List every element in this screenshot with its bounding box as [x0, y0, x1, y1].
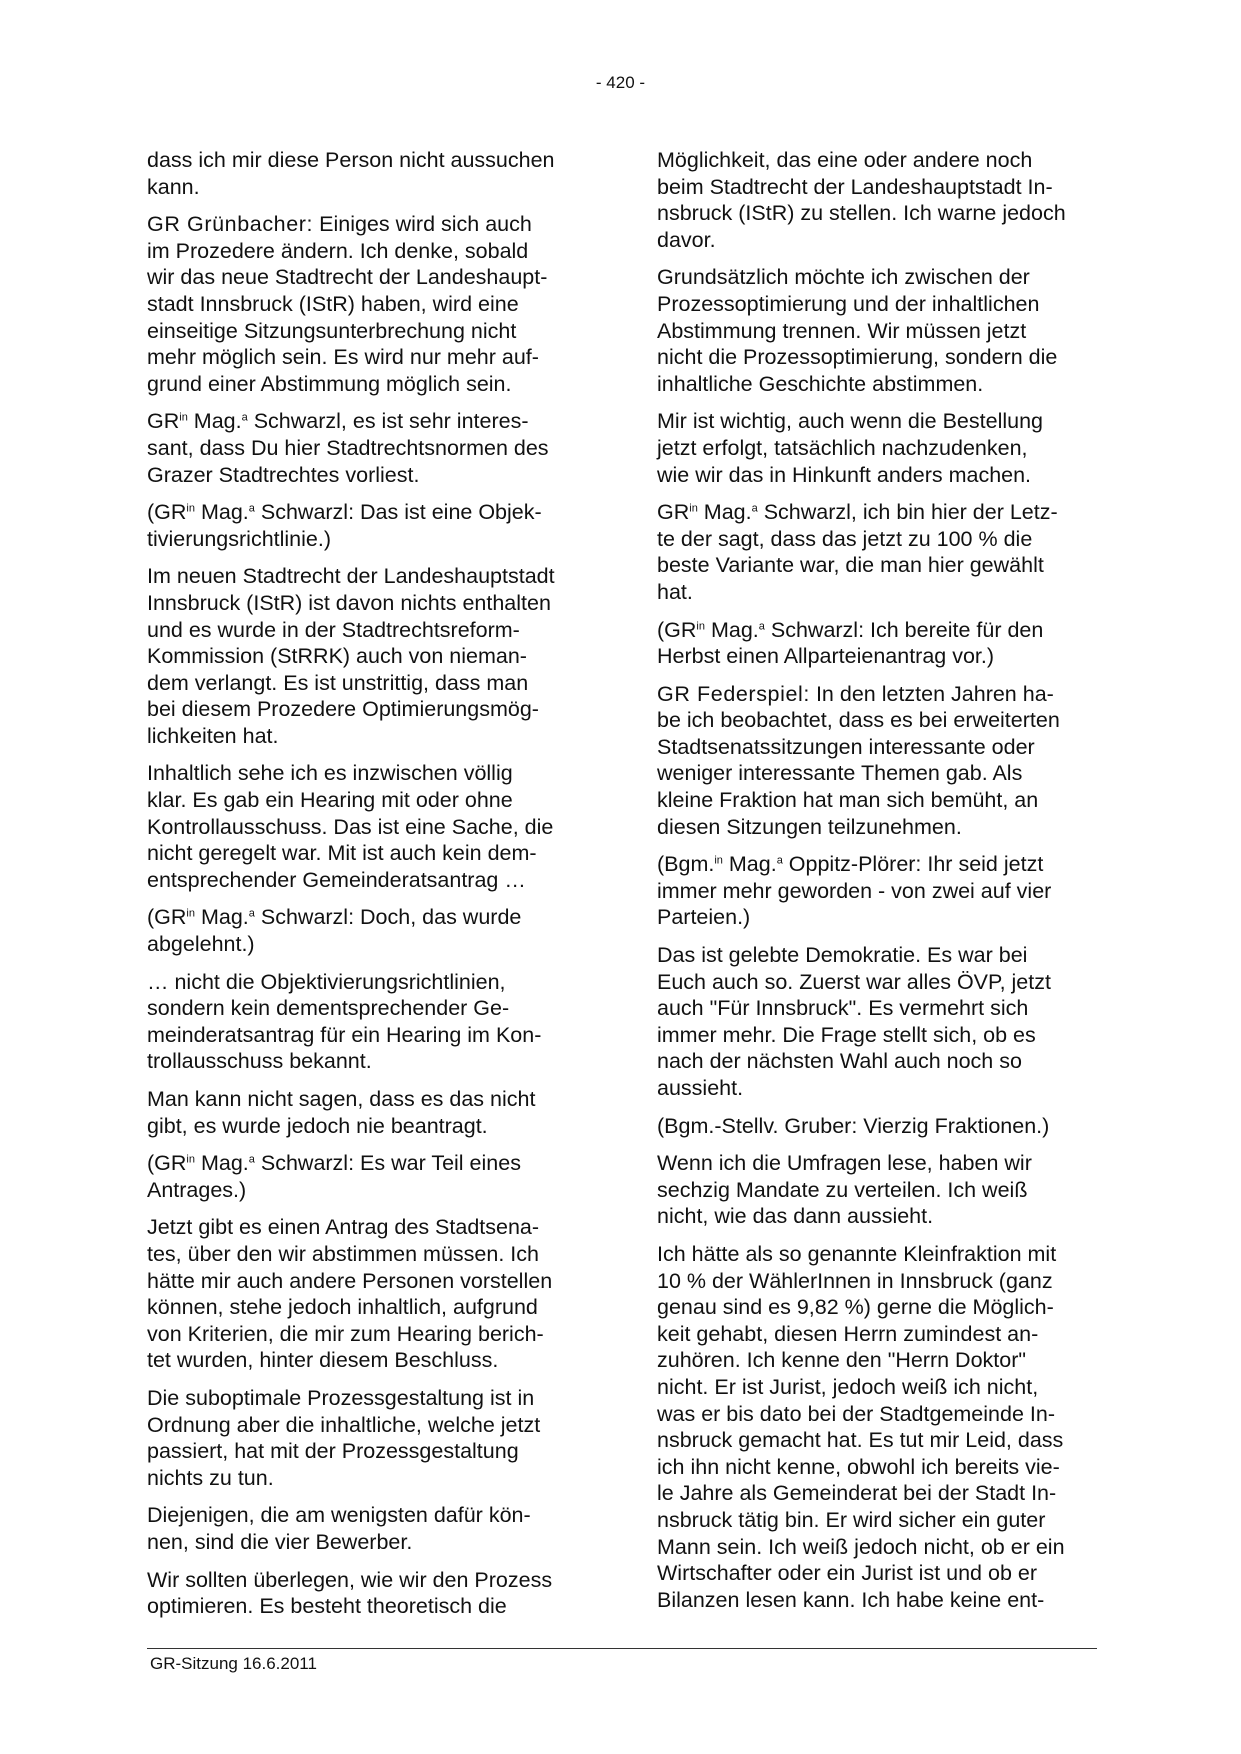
- text-line: Ich hätte als so genannte Kleinfraktion mit: [657, 1241, 1057, 1266]
- text-line: Prozessoptimierung und der inhaltlichen: [657, 291, 1040, 316]
- text-fragment: Schwarzl, es ist sehr interes-: [247, 409, 529, 434]
- text-fragment: Schwarzl: Doch, das wurde: [254, 905, 522, 930]
- text-line: [657, 617, 1097, 644]
- text-fragment: Schwarzl: Ich bereite für den: [764, 617, 1044, 642]
- text-line: nen, sind die vier Bewerber.: [147, 1529, 413, 1554]
- interjection: [657, 617, 1097, 670]
- text-line: le Jahre als Gemeinderat bei der Stadt In-: [657, 1481, 1057, 1506]
- text-line: bei diesem Prozedere Optimierungsmög-: [147, 697, 539, 722]
- text-line: beste Variante war, die man hier gewählt: [657, 553, 1044, 578]
- text-line: dem verlangt. Es ist unstrittig, dass man: [147, 670, 529, 695]
- text-line: grund einer Abstimmung möglich sein.: [147, 371, 512, 396]
- right-column: [657, 147, 1097, 1624]
- text-line: Abstimmung trennen. Wir müssen jetzt: [657, 318, 1027, 343]
- text-line: be ich beobachtet, dass es bei erweiterten: [657, 708, 1060, 733]
- text-line: tivierungsrichtlinie.): [147, 526, 332, 551]
- interjection: [147, 904, 587, 957]
- title-mag: Mag.: [194, 500, 249, 525]
- title-mag: Mag.: [187, 409, 242, 434]
- text-line: Innsbruck (IStR) ist davon nichts enthalten: [147, 590, 551, 615]
- text-line: davor.: [657, 227, 716, 252]
- speaker-name: GR Federspiel:: [657, 681, 810, 706]
- text-line: Stadtsenatssitzungen interessante oder: [657, 734, 1035, 759]
- text-fragment: Schwarzl, ich bin hier der Letz-: [757, 500, 1058, 525]
- text-line: Grundsätzlich möchte ich zwischen der: [657, 265, 1030, 290]
- text-line: (Bgm.-Stellv. Gruber: Vierzig Fraktionen.): [657, 1113, 1050, 1138]
- text-line: [147, 408, 587, 435]
- text-line: nicht. Er ist Jurist, jedoch weiß ich nicht,: [657, 1374, 1039, 1399]
- superscript: a: [776, 854, 783, 867]
- superscript: in: [714, 854, 723, 867]
- superscript: a: [248, 1153, 255, 1166]
- superscript: in: [696, 619, 705, 632]
- text-line: ich ihn nicht kenne, obwohl ich bereits vie-: [657, 1454, 1060, 1479]
- text-line: stadt Innsbruck (IStR) haben, wird eine: [147, 291, 519, 316]
- text-line: Im neuen Stadtrecht der Landeshauptstadt: [147, 564, 555, 589]
- text-line: Das ist gelebte Demokratie. Es war bei: [657, 943, 1028, 968]
- text-line: Möglichkeit, das eine oder andere noch: [657, 148, 1033, 172]
- text-line: gibt, es wurde jedoch nie beantragt.: [147, 1113, 488, 1138]
- text-line: Wenn ich die Umfragen lese, haben wir: [657, 1151, 1032, 1176]
- left-column: [147, 147, 587, 1631]
- text-line: diesen Sitzungen teilzunehmen.: [657, 814, 962, 839]
- text-line: nach der nächsten Wahl auch noch so: [657, 1049, 1022, 1074]
- text-line: beim Stadtrecht der Landeshauptstadt In-: [657, 174, 1053, 199]
- text-fragment: Schwarzl: Das ist eine Objek-: [254, 500, 542, 525]
- text-line: einseitige Sitzungsunterbrechung nicht: [147, 318, 517, 343]
- text-line: von Kriterien, die mir zum Hearing berich-: [147, 1321, 544, 1346]
- text-line: Jetzt gibt es einen Antrag des Stadtsena-: [147, 1215, 540, 1240]
- text-line: nsbruck (IStR) zu stellen. Ich warne jedoch: [657, 201, 1066, 226]
- title-prefix: (GR: [147, 500, 187, 525]
- text-line: Herbst einen Allparteienantrag vor.): [657, 644, 995, 669]
- paragraph: [147, 1385, 587, 1491]
- text-line: nicht, wie das dann aussieht.: [657, 1204, 934, 1229]
- paragraph: [657, 942, 1097, 1102]
- text-line: mehr möglich sein. Es wird nur mehr auf-: [147, 345, 539, 370]
- text-line: hätte mir auch andere Personen vorstellen: [147, 1268, 553, 1293]
- title-mag: Mag.: [704, 617, 759, 642]
- footer-text: GR-Sitzung 16.6.2011: [150, 1654, 317, 1673]
- text-line: abgelehnt.): [147, 932, 255, 957]
- speech-paragraph: [657, 681, 1097, 841]
- title-prefix: GR: [657, 500, 690, 525]
- paragraph: [147, 1567, 587, 1620]
- text-line: [147, 904, 587, 931]
- text-line: und es wurde in der Stadtrechtsreform-: [147, 617, 520, 642]
- text-line: was er bis dato bei der Stadtgemeinde In-: [657, 1401, 1055, 1426]
- text-line: [147, 1150, 587, 1177]
- text-line: zuhören. Ich kenne den "Herrn Doktor": [657, 1348, 1027, 1373]
- text-line: klar. Es gab ein Hearing mit oder ohne: [147, 788, 513, 813]
- text-line: nicht geregelt war. Mit ist auch kein dem-: [147, 841, 537, 866]
- speaker-name: GR Grünbacher:: [147, 212, 314, 237]
- text-line: wie wir das in Hinkunft anders machen.: [657, 462, 1032, 487]
- text-line: nicht die Prozessoptimierung, sondern die: [657, 345, 1058, 370]
- text-line: Man kann nicht sagen, dass es das nicht: [147, 1087, 536, 1111]
- text-line: im Prozedere ändern. Ich denke, sobald: [147, 238, 529, 263]
- text-line: können, stehe jedoch inhaltlich, aufgrund: [147, 1295, 538, 1320]
- title-mag: Mag.: [194, 1151, 249, 1176]
- title-mag: Mag.: [697, 500, 752, 525]
- text-line: weniger interessante Themen gab. Als: [657, 761, 1023, 786]
- text-line: hat.: [657, 579, 693, 604]
- superscript: in: [186, 907, 195, 920]
- text-line: immer mehr geworden - von zwei auf vier: [657, 878, 1052, 903]
- text-fragment: Oppitz-Plörer: Ihr seid jetzt: [782, 852, 1044, 877]
- paragraph: [147, 1502, 587, 1555]
- text-line: Kontrollausschuss. Das ist eine Sache, die: [147, 814, 554, 839]
- text-line: [147, 211, 587, 238]
- text-line: Mann sein. Ich weiß jedoch nicht, ob er ein: [657, 1534, 1065, 1559]
- text-fragment: In den letzten Jahren ha-: [809, 681, 1054, 706]
- text-line: Die suboptimale Prozessgestaltung ist in: [147, 1385, 535, 1410]
- text-line: … nicht die Objektivierungsrichtlinien,: [147, 969, 506, 994]
- text-line: trollausschuss bekannt.: [147, 1049, 372, 1074]
- text-line: aussieht.: [657, 1076, 744, 1100]
- text-line: jetzt erfolgt, tatsächlich nachzudenken,: [657, 435, 1028, 460]
- text-line: sechzig Mandate zu verteilen. Ich weiß: [657, 1177, 1028, 1202]
- title-mag: Mag.: [722, 852, 777, 877]
- title-mag: Mag.: [194, 905, 249, 930]
- paragraph: [147, 1214, 587, 1374]
- superscript: in: [689, 502, 698, 515]
- text-line: kleine Fraktion hat man sich bemüht, an: [657, 788, 1039, 813]
- text-line: Ordnung aber die inhaltliche, welche jetzt: [147, 1412, 541, 1437]
- text-line: entsprechender Gemeinderatsantrag …: [147, 867, 526, 892]
- text-line: passiert, hat mit der Prozessgestaltung: [147, 1439, 519, 1464]
- text-line: lichkeiten hat.: [147, 723, 279, 748]
- paragraph: [147, 408, 587, 488]
- interjection: [657, 851, 1097, 931]
- text-line: immer mehr. Die Frage stellt sich, ob es: [657, 1022, 1036, 1047]
- paragraph: [657, 1241, 1097, 1613]
- text-line: nsbruck tätig bin. Er wird sicher ein guter: [657, 1507, 1046, 1532]
- text-line: tet wurden, hinter diesem Beschluss.: [147, 1348, 499, 1373]
- superscript: a: [751, 502, 758, 515]
- text-line: auch "Für Innsbruck". Es vermehrt sich: [657, 996, 1029, 1021]
- title-prefix: (Bgm.: [657, 852, 715, 877]
- paragraph: [147, 969, 587, 1075]
- paragraph: [657, 147, 1097, 253]
- text-line: dass ich mir diese Person nicht aussuchen: [147, 148, 555, 172]
- text-line: [147, 499, 587, 526]
- text-line: sant, dass Du hier Stadtrechtsnormen des: [147, 435, 549, 460]
- superscript: in: [186, 502, 195, 515]
- page-number: - 420 -: [595, 73, 646, 92]
- title-prefix: GR: [147, 409, 180, 434]
- text-line: keit gehabt, diesen Herrn zumindest an-: [657, 1321, 1039, 1346]
- superscript: a: [241, 411, 248, 424]
- text-line: te der sagt, dass das jetzt zu 100 % die: [657, 526, 1033, 551]
- text-line: Diejenigen, die am wenigsten dafür kön-: [147, 1503, 531, 1528]
- interjection: [147, 1150, 587, 1203]
- superscript: in: [179, 411, 188, 424]
- text-line: Antrages.): [147, 1177, 247, 1202]
- text-line: Mir ist wichtig, auch wenn die Bestellung: [657, 409, 1043, 434]
- title-prefix: (GR: [147, 1151, 187, 1176]
- text-line: nsbruck gemacht hat. Es tut mir Leid, dass: [657, 1428, 1064, 1453]
- text-line: nichts zu tun.: [147, 1465, 274, 1490]
- text-line: sondern kein dementsprechender Ge-: [147, 996, 510, 1021]
- text-line: Wirtschafter oder ein Jurist ist und ob er: [657, 1561, 1037, 1586]
- text-line: optimieren. Es besteht theoretisch die: [147, 1594, 507, 1619]
- text-fragment: Einiges wird sich auch: [313, 212, 532, 237]
- text-line: Bilanzen lesen kann. Ich habe keine ent-: [657, 1587, 1045, 1612]
- text-line: [657, 851, 1097, 878]
- paragraph: [657, 1150, 1097, 1230]
- text-line: [657, 681, 1097, 708]
- footer-divider: [147, 1648, 1097, 1649]
- paragraph: [657, 264, 1097, 397]
- title-prefix: (GR: [657, 617, 697, 642]
- paragraph: [147, 760, 587, 893]
- interjection: [657, 1113, 1097, 1140]
- superscript: a: [248, 502, 255, 515]
- interjection: [147, 499, 587, 552]
- text-line: kann.: [147, 174, 200, 199]
- text-fragment: Schwarzl: Es war Teil eines: [254, 1151, 521, 1176]
- text-line: 10 % der WählerInnen in Innsbruck (ganz: [657, 1268, 1053, 1293]
- superscript: a: [758, 619, 765, 632]
- text-line: Wir sollten überlegen, wie wir den Prozess: [147, 1567, 553, 1592]
- paragraph: [147, 563, 587, 749]
- text-line: inhaltliche Geschichte abstimmen.: [657, 371, 984, 396]
- title-prefix: (GR: [147, 905, 187, 930]
- paragraph: [657, 408, 1097, 488]
- text-line: Grazer Stadtrechtes vorliest.: [147, 462, 420, 487]
- paragraph: [657, 499, 1097, 605]
- text-line: Euch auch so. Zuerst war alles ÖVP, jetzt: [657, 969, 1051, 994]
- superscript: a: [248, 907, 255, 920]
- text-line: genau sind es 9,82 %) gerne die Möglich-: [657, 1295, 1054, 1320]
- text-line: Parteien.): [657, 905, 751, 930]
- paragraph: [147, 147, 587, 200]
- speech-paragraph: [147, 211, 587, 397]
- text-line: tes, über den wir abstimmen müssen. Ich: [147, 1241, 539, 1266]
- text-line: Kommission (StRRK) auch von nieman-: [147, 644, 527, 669]
- text-line: meinderatsantrag für ein Hearing im Kon-: [147, 1022, 542, 1047]
- text-line: Inhaltlich sehe ich es inzwischen völlig: [147, 761, 513, 786]
- text-line: [657, 499, 1097, 526]
- superscript: in: [186, 1153, 195, 1166]
- text-line: wir das neue Stadtrecht der Landeshaupt-: [147, 265, 548, 290]
- paragraph: [147, 1086, 587, 1139]
